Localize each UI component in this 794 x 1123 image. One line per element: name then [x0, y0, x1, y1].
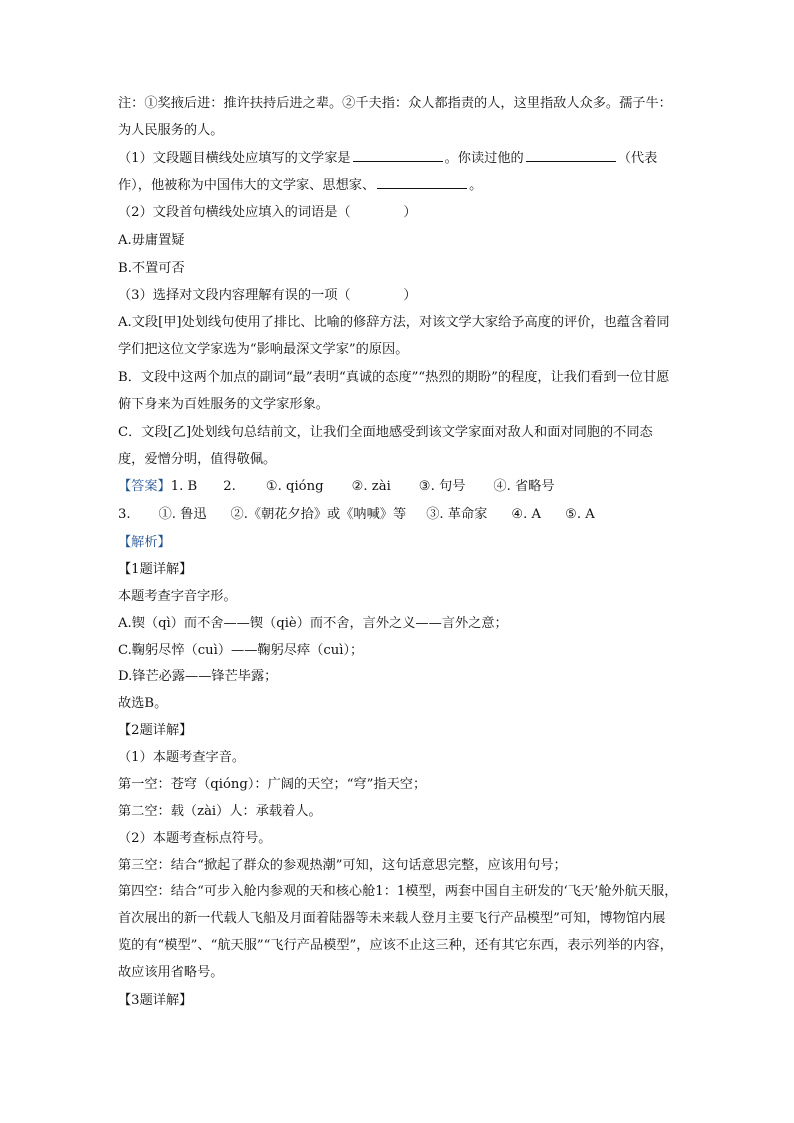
- question-3: （3）选择对文段内容理解有误的一项（ ）: [118, 288, 417, 303]
- option-a: A.毋庸置疑: [118, 233, 185, 248]
- analysis-heading: 【解析】: [118, 535, 171, 550]
- detail-2-heading: 【2题详解】: [118, 723, 193, 738]
- answer-line-2: 3. ①. 鲁迅 ②.《朝花夕拾》或《呐喊》等 ③. 革命家 ④. A ⑤. A: [118, 507, 595, 522]
- q3-choice-a: A.文段[甲]处划线句使用了排比、比喻的修辞方法，对该文学大家给予高度的评价，也蕴含着同学们把这位文学家选为“影响最深文学家”的原因。: [118, 315, 670, 357]
- note-text: 注：①奖掖后进：推许扶持后进之辈。②千夫指：众人都指责的人，这里指敌人众多。孺子牛：为人民服务的人。: [118, 96, 672, 138]
- detail-1-line: 故选B。: [118, 696, 168, 711]
- detail-2-line: （1）本题考查字音。: [118, 750, 246, 765]
- detail-2-paragraph: 第四空：结合“可步入舱内参观的天和核心舱1：1模型，两套中国自主研发的‘飞天’舱外航天服，首次展出的新一代载人飞船及月面着陆器等未来载人登月主要飞行产品模型”可知，博物馆内展览的有“模型”、“航天服”“飞行产品模型”，应该不止这三种，还有其它东西，表示列举的内容，故应该用省略号。: [118, 884, 678, 980]
- detail-2-line: 第二空：载（zài）人：承载着人。: [118, 804, 322, 819]
- question-1-line-2: 作），他被称为中国伟大的文学家、思想家、 。: [118, 173, 678, 199]
- question-2: （2）文段首句横线处应填入的词语是（ ）: [118, 205, 417, 220]
- detail-3-heading: 【3题详解】: [118, 993, 193, 1008]
- answer-blank[interactable]: [377, 174, 467, 189]
- detail-1-line: D.锋芒必露——锋芒毕露；: [118, 669, 278, 684]
- answer-blank[interactable]: [353, 147, 443, 162]
- answer-line-1: 【答案】1. B 2. ①. qióng ②. zài ③. 句号 ④. 省略号: [118, 479, 555, 494]
- answer-label: 【答案】: [118, 479, 171, 494]
- answer-blank[interactable]: [526, 147, 616, 162]
- detail-2-line: 第一空：苍穹（qióng）：广阔的天空；“穹”指天空；: [118, 777, 427, 792]
- detail-2-line: （2）本题考查标点符号。: [118, 831, 272, 846]
- option-b: B.不置可否: [118, 261, 185, 276]
- detail-1-heading: 【1题详解】: [118, 562, 193, 577]
- q3-choice-c: C．文段[乙]处划线句总结前文，让我们全面地感受到该文学家面对敌人和面对同胞的不同态度，爱憎分明，值得敬佩。: [118, 425, 653, 467]
- q3-choice-b: B．文段中这两个加点的副词“最”表明“真诚的态度”“热烈的期盼”的程度，让我们看到一位甘愿俯下身来为百姓服务的文学家形象。: [118, 370, 670, 412]
- question-1-line-1: （1）文段题目横线处应填写的文学家是 。你读过他的 （代表: [118, 146, 678, 172]
- detail-1-line: A.锲（qì）而不舍——锲（qiè）而不舍，言外之义——言外之意；: [118, 616, 508, 631]
- detail-2-line: 第三空：结合“掀起了群众的参观热潮”可知，这句话意思完整，应该用句号；: [118, 858, 567, 873]
- detail-1-line: 本题考查字音字形。: [118, 589, 237, 604]
- detail-1-line: C.鞠躬尽悴（cuì）——鞠躬尽瘁（cuì）；: [118, 643, 364, 658]
